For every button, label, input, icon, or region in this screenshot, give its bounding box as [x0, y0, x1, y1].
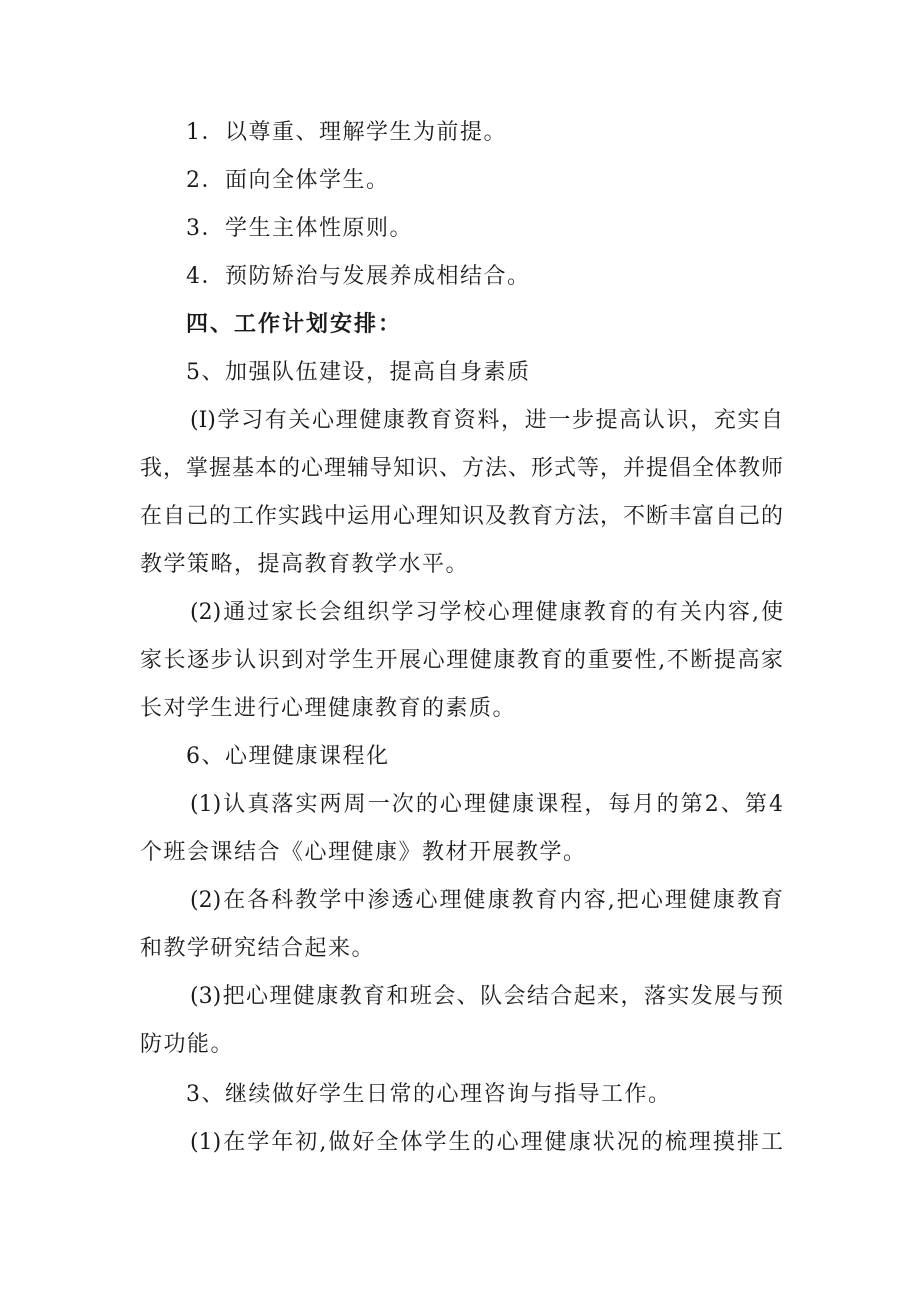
- paragraph-6-line-1: (1)在学年初,做好全体学生的心理健康状况的梳理摸排工: [190, 1130, 783, 1155]
- paragraph-3-line-1: (1)认真落实两周一次的心理健康课程，每月的第2、第4: [190, 792, 783, 817]
- paragraph-2-line-3: 长对学生进行心理健康教育的素质。: [140, 696, 517, 721]
- paragraph-1-line-2: 我，掌握基本的心理辅导知识、方法、形式等，并提倡全体教师: [140, 456, 783, 481]
- paragraph-5-line-2: 防功能。: [140, 1032, 235, 1057]
- paragraph-5-line-1: (3)把心理健康教育和班会、队会结合起来，落实发展与预: [190, 984, 783, 1009]
- section-heading-work-plan: 四、工作计划安排：: [186, 312, 403, 337]
- principle-1: 1．以尊重、理解学生为前提。: [186, 120, 507, 145]
- paragraph-2-line-2: 家长逐步认识到对学生开展心理健康教育的重要性,不断提高家: [140, 648, 783, 673]
- principle-4: 4．预防矫治与发展养成相结合。: [186, 264, 531, 289]
- paragraph-1-line-3: 在自己的工作实践中运用心理知识及教育方法，不断丰富自己的: [140, 504, 783, 529]
- item-5-heading: 5、加强队伍建设，提高自身素质: [186, 360, 531, 385]
- paragraph-4-line-1: (2)在各科教学中渗透心理健康教育内容,把心理健康教育: [190, 888, 783, 913]
- item-3-heading: 3、继续做好学生日常的心理咨询与指导工作。: [186, 1082, 672, 1107]
- paragraph-4-line-2: 和教学研究结合起来。: [140, 936, 376, 961]
- principle-2: 2．面向全体学生。: [186, 168, 390, 193]
- paragraph-3-line-2: 个班会课结合《心理健康》教材开展教学。: [140, 840, 587, 865]
- paragraph-2-line-1: (2)通过家长会组织学习学校心理健康教育的有关内容,使: [190, 600, 783, 625]
- paragraph-1-line-1: (I)学习有关心理健康教育资料，进一步提高认识，充实自: [190, 408, 783, 433]
- item-6-heading: 6、心理健康课程化: [186, 744, 390, 769]
- principle-3: 3．学生主体性原则。: [186, 216, 413, 241]
- paragraph-1-line-4: 教学策略，提高教育教学水平。: [140, 552, 470, 577]
